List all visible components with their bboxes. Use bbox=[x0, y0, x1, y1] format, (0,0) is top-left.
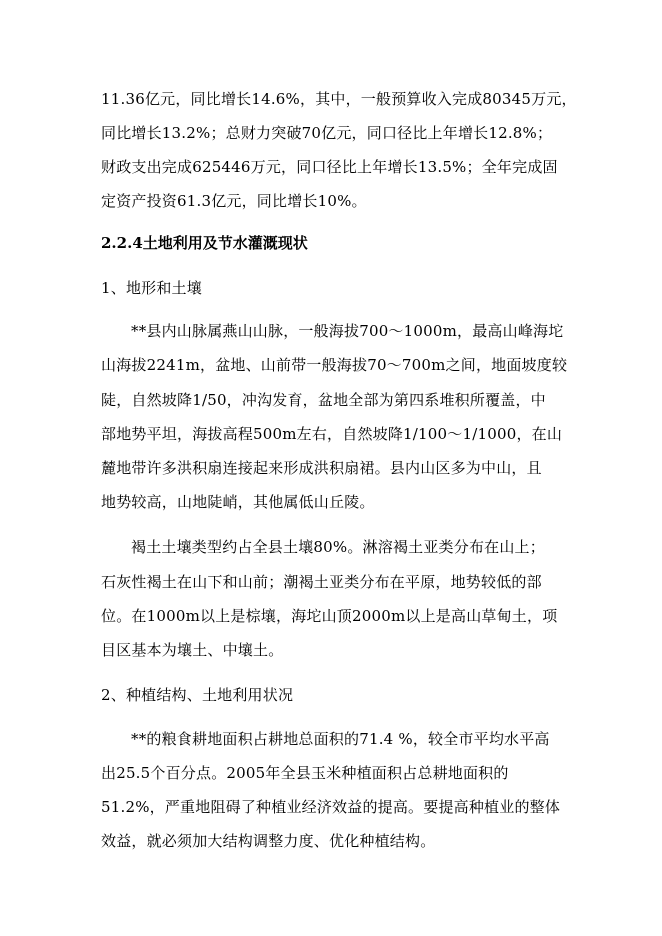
paragraph-2-line-5: 麓地带许多洪积扇连接起来形成洪积扇裙。县内山区多为中山，且 bbox=[101, 459, 542, 477]
paragraph-1-line-2: 同比增长13.2%；总财力突破70亿元，同口径比上年增长12.8%； bbox=[101, 124, 553, 142]
paragraph-2-line-3: 陡，自然坡降1/50，冲沟发育，盆地全部为第四系堆积所覆盖，中 bbox=[101, 391, 546, 409]
paragraph-3-line-1: 褐土土壤类型约占全县土壤80%。淋溶褐土亚类分布在山上； bbox=[131, 538, 545, 556]
paragraph-2-line-2: 山海拔2241m，盆地、山前带一般海拔70～700m之间，地面坡度较 bbox=[101, 356, 568, 374]
paragraph-4-line-3: 51.2%，严重地阻碍了种植业经济效益的提高。要提高种植业的整体 bbox=[101, 798, 561, 816]
subsection-2-title: 2、种植结构、土地利用状况 bbox=[101, 686, 294, 704]
paragraph-3-line-3: 位。在1000m以上是棕壤，海坨山顶2000m以上是高山草甸土，项 bbox=[101, 607, 558, 625]
paragraph-1-line-1: 11.36亿元，同比增长14.6%，其中，一般预算收入完成80345万元， bbox=[101, 90, 577, 108]
subsection-1-title: 1、地形和土壤 bbox=[101, 279, 202, 297]
paragraph-2-line-6: 地势较高，山地陡峭，其他属低山丘陵。 bbox=[101, 493, 375, 511]
paragraph-1-line-3: 财政支出完成625446万元，同口径比上年增长13.5%；全年完成固 bbox=[101, 158, 558, 176]
paragraph-2-line-4: 部地势平坦，海拔高程500m左右，自然坡降1/100～1/1000，在山 bbox=[101, 425, 563, 443]
paragraph-4-line-2: 出25.5个百分点。2005年全县玉米种植面积占总耕地面积的 bbox=[101, 764, 509, 782]
paragraph-3-line-4: 目区基本为壤土、中壤土。 bbox=[101, 641, 284, 659]
section-heading bbox=[101, 233, 308, 253]
section-number: 2.2.4 bbox=[101, 234, 143, 252]
paragraph-2-line-1: **县内山脉属燕山山脉，一般海拔700～1000m，最高山峰海坨 bbox=[131, 322, 564, 340]
paragraph-4-line-1: **的粮食耕地面积占耕地总面积的71.4 %，较全市平均水平高 bbox=[131, 730, 550, 748]
paragraph-1-line-4: 定资产投资61.3亿元，同比增长10%。 bbox=[101, 192, 367, 210]
section-title: 土地利用及节水灌溉现状 bbox=[142, 234, 308, 252]
paragraph-4-line-4: 效益，就必须加大结构调整力度、优化种植结构。 bbox=[101, 832, 436, 850]
paragraph-3-line-2: 石灰性褐土在山下和山前；潮褐土亚类分布在平原，地势较低的部 bbox=[101, 573, 542, 591]
